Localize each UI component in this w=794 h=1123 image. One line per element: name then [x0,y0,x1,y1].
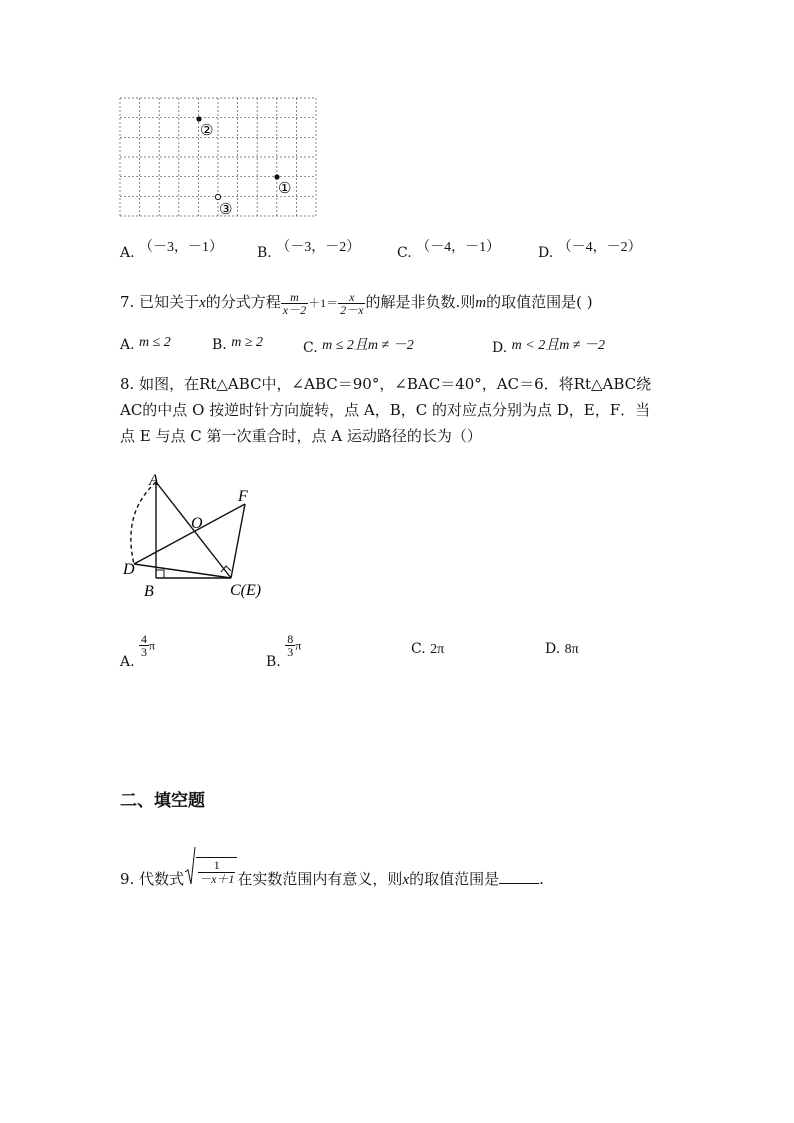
q8-line-3: 点 E 与点 C 第一次重合时，点 A 运动路径的长为（） [120,427,482,445]
q6-option-c[interactable]: C. （－4，－1） [397,240,501,261]
q8-stem [120,371,651,449]
grid-label-3: ③ [219,200,233,218]
q6-option-d[interactable]: D. （－4，－2） [538,240,642,261]
q8-option-c[interactable]: C. 2π [411,641,445,657]
q9-radical: 1 －x＋1 [184,846,237,886]
q8-option-a[interactable]: A. $\frac{4}{3}$ π [120,632,156,670]
q7-option-a[interactable]: A. m ≤ 2 [120,335,171,353]
grid-label-2: ② [200,121,214,139]
q8-option-b[interactable]: B. $\frac{8}{3}$ π [266,632,302,670]
q7-fraction-1: $\frac{m}{x-2}$ [282,289,307,317]
q7-option-c[interactable]: C. m ≤ 2且m ≠ －2 [303,338,414,356]
fig-label-d: D [123,561,135,578]
q9-stem: 9. 代数式 1 －x＋1 在实数范围内有意义，则x的取值范围是 . [120,846,544,886]
coordinate-grid-figure [118,96,320,220]
q8-option-d[interactable]: D. 8π [545,641,579,657]
grid-point-3 [215,194,220,199]
fig-label-b: B [144,583,154,600]
q6-option-a[interactable]: A. （－3，－1） [120,240,224,261]
q7-stem: 7. 已知关于x的分式方程 $\frac{m}{x-2}$ ＋1＝ $\frac{x}{2-x}$ 的解是非负数.则m的取值范围是( ) [120,289,593,317]
q7-option-b[interactable]: B. m ≥ 2 [212,335,263,353]
fig-label-f: F [238,488,248,505]
q6-option-b[interactable]: B. （－3，－2） [257,240,361,261]
grid-label-1: ① [278,179,292,197]
fig-label-o: O [191,515,203,532]
q9-answer-blank[interactable] [499,869,539,884]
fig-label-ce: C(E) [230,582,262,599]
q8-line-2: AC的中点 O 按逆时针方向旋转，点 A，B，C 的对应点分别为点 D，E，F．当 [120,401,651,419]
q8-line-1: 8. 如图，在Rt△ABC中，∠ABC＝90°，∠BAC＝40°，AC＝6．将Rt△ABC绕 [120,375,652,393]
rotation-triangle-figure [118,468,278,602]
section-title: 二、填空题 [120,791,205,811]
q7-fraction-2: $\frac{x}{2-x}$ [340,289,364,317]
fig-label-a: A [149,472,159,489]
q7-option-d[interactable]: D. m < 2且m ≠ －2 [492,338,605,356]
radical-sign-icon [184,846,196,886]
